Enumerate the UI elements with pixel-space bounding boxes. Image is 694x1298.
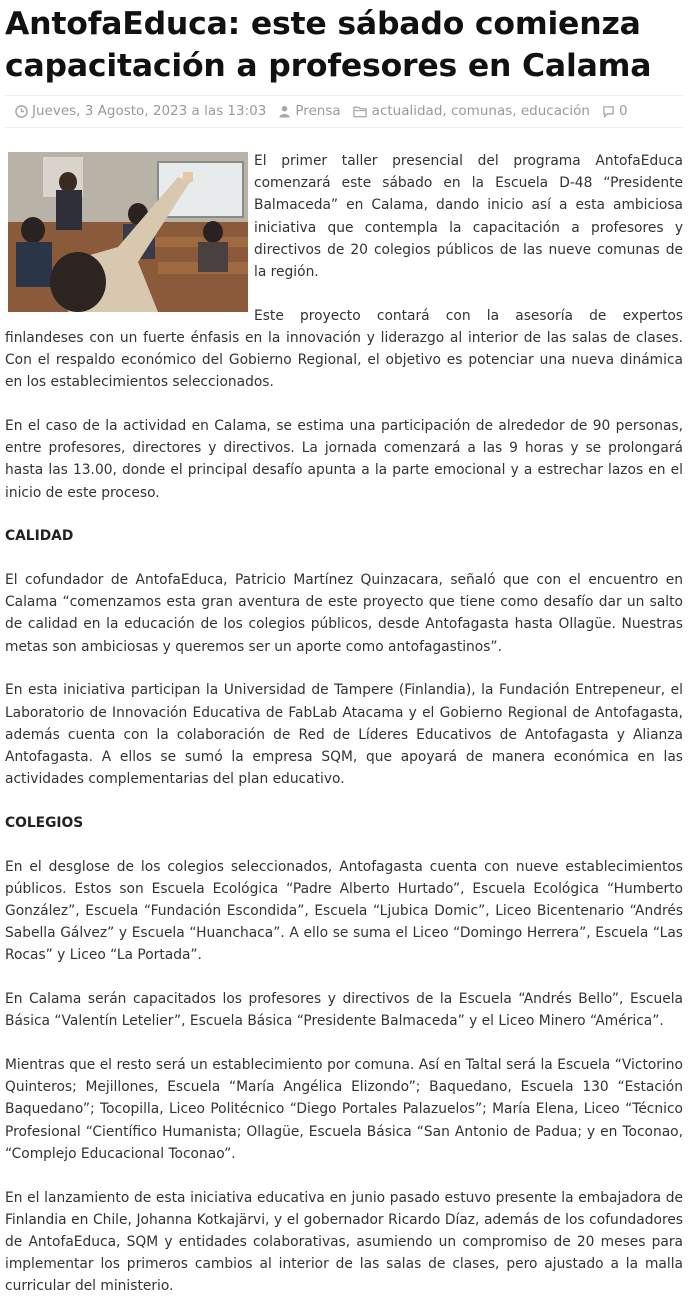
paragraph-4: El cofundador de AntofaEduca, Patricio Martínez Quinzacara, señaló que con el encuentro en Calama “comenzamos esta gran aventura de este proyecto que tiene como desafío dar un salto de calidad en la educación de los colegios públicos, desde Antofagasta hasta Ollagüe. Nuestras metas son ambiciosas y queremos ser un aporte como antofagastinos”. — [5, 572, 683, 655]
paragraph-7: En Calama serán capacitados los profesores y directivos de la Escuela “Andrés Bello”, Escuela Básica “Valentín Letelier”, Escuela Básica “Presidente Balmaceda” y el Liceo Minero “América”. — [5, 991, 683, 1030]
clock-icon — [15, 105, 28, 118]
meta-comments[interactable] — [602, 102, 628, 120]
category-link-comunas[interactable]: comunas — [451, 103, 513, 119]
category-link-actualidad[interactable]: actualidad — [371, 103, 443, 119]
meta-author[interactable] — [278, 102, 340, 120]
meta-date-text: Jueves, 3 Agosto, 2023 a las 13:03 — [32, 103, 267, 119]
folder-icon — [353, 105, 368, 118]
comment-icon — [602, 105, 615, 118]
paragraph-1: El primer taller presencial del programa AntofaEduca comenzará este sábado en la Escuela D-48 “Presidente Balmaceda” en Calama, dando inicio así a esta ambiciosa iniciativa que contempla la capacitación a profesores y directivos de 20 colegios públicos de las nueve comunas de la región. — [254, 153, 683, 281]
classroom-photo — [8, 152, 248, 312]
section-heading-colegios: COLEGIOS — [5, 814, 84, 831]
meta-author-text[interactable]: Prensa — [295, 103, 341, 119]
article-body — [5, 150, 683, 1298]
meta-categories: actualidad , comunas , educación — [353, 102, 590, 120]
category-link-educacion[interactable]: educación — [520, 103, 590, 119]
paragraph-2: Este proyecto contará con la asesoría de expertos finlandeses con un fuerte énfasis en la innovación y liderazgo al interior de las salas de clases. Con el respaldo económico del Gobierno Regional, el objetivo es potenciar una nueva dinámica en los establecimientos seleccionados. — [5, 307, 683, 391]
article-meta — [5, 95, 683, 128]
article-title: AntofaEduca: este sábado comienza capacitación a profesores en Calama — [5, 6, 652, 84]
paragraph-9: En el lanzamiento de esta iniciativa educativa en junio pasado estuvo presente la embajadora de Finlandia en Chile, Johanna Kotkajärvi, y el gobernador Ricardo Díaz, además de los cofundadores de AntofaEduca, SQM y entidades colaborativas, asumiendo un compromiso de 20 meses para implementar los primeros cambios al interior de las salas de clases, pero ajustado a la malla curricular del ministerio. — [5, 1189, 683, 1295]
paragraph-8: Mientras que el resto será un establecimiento por comuna. Así en Taltal será la Escuela “Victorino Quinteros; Mejillones, Escuela “María Angélica Elizondo”; Baquedano, Escuela 130 “Estación Baquedano”; Tocopilla, Liceo Politécnico “Diego Portales Palazuelos”; María Elena, Liceo “Técnico Profesional “Científico Humanista; Ollagüe, Escuela Básica “San Antonio de Padua; y en Toconao, “Complejo Educacional Toconao”. — [5, 1057, 683, 1162]
paragraph-5: En esta iniciativa participan la Universidad de Tampere (Finlandia), la Fundación Entrepeneur, el Laboratorio de Innovación Educativa de FabLab Atacama y el Gobierno Regional de Antofagasta, además cuenta con la colaboración de Red de Líderes Educativos de Antofagasta y Alianza Antofagasta. A ellos se sumó la empresa SQM, que apoyará de manera económica en las actividades complementarias del plan educativo. — [5, 682, 683, 788]
meta-date — [15, 102, 266, 120]
paragraph-6: En el desglose de los colegios seleccionados, Antofagasta cuenta con nueve establecimientos públicos. Estos son Escuela Ecológica “Padre Alberto Hurtado”, Escuela Ecológica “Humberto González”, Escuela “Fundación Escondida”, Escuela “Ljubica Domic”, Liceo Bicentenario “Andrés Sabella Gálvez” y Escuela “Huanchaca”. A ello se suma el Liceo “Domingo Herrera”, Escuela “Las Rocas” y Liceo “La Portada”. — [5, 858, 683, 964]
section-heading-calidad: CALIDAD — [5, 528, 74, 545]
paragraph-3: En el caso de la actividad en Calama, se estima una participación de alrededor de 90 personas, entre profesores, directores y directivos. La jornada comenzará a las 9 horas y se prolongará hasta las 13.00, donde el principal desafío apunta a la parte emocional y a estrechar lazos en el inicio de este proceso. — [5, 418, 683, 501]
meta-comments-count[interactable]: 0 — [618, 103, 628, 119]
user-icon — [278, 105, 291, 118]
